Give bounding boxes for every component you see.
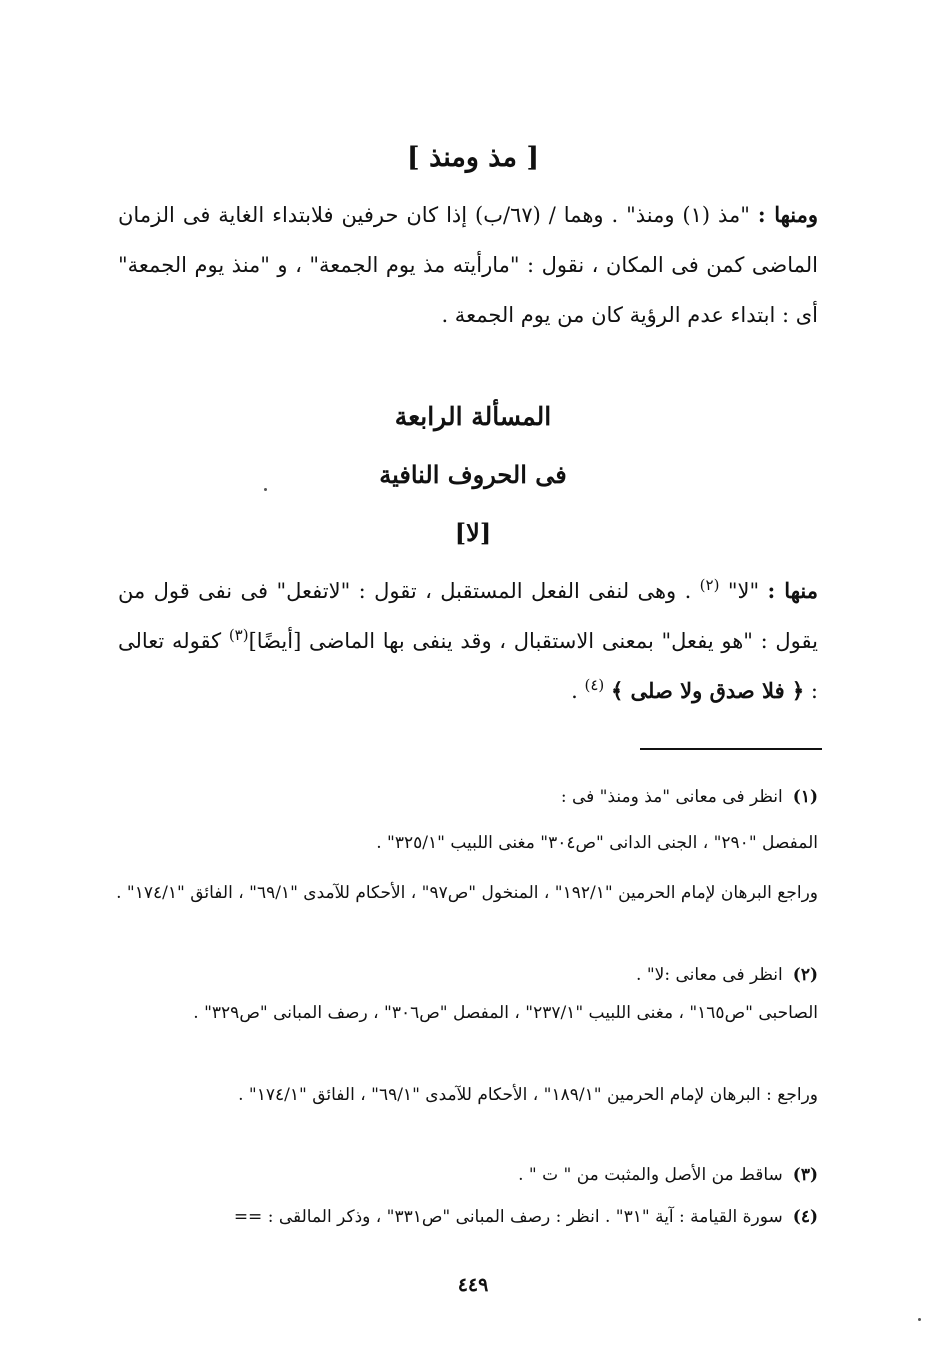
footnote-text: انظر فى معانى "مذ ومنذ" فى : [560, 787, 783, 807]
footnote-ref-4: (٤) [584, 676, 605, 694]
paragraph-lead: ومنها : [757, 202, 818, 227]
section-heading-mudh-mundhu: [ مذ ومنذ ] [406, 142, 540, 173]
footnote-4 [110, 1200, 818, 1234]
footnote-2-line-1: الصاحبى "ص١٦٥" ، مغنى اللبيب "٢٣٧/١" ، المفصل "ص٣٠٦" ، رصف المبانى "ص٣٢٩" . [193, 1003, 818, 1023]
footnote-number: (١) [792, 787, 818, 807]
paragraph-text-2: . وهى لنفى الفعل المستقبل ، تقول : "لاتفعل" فى نفى قول من يقول : "هو يفعل" بمعنى الاستقبال ، وقد ينفى بها الماضى [أيضًا] [118, 579, 818, 653]
footnote-text: سورة القيامة : آية "٣١" . انظر : رصف المبانى "ص٣٣١" ، وذكر المالقى : == [233, 1207, 783, 1227]
footnote-text: ساقط من الأصل والمثبت من " ت " . [518, 1165, 783, 1185]
quran-quote: ﴿ فلا صدق ولا صلى ﴾ [610, 678, 805, 703]
footnote-number: (٤) [792, 1207, 818, 1227]
footnote-separator [640, 748, 822, 750]
footnote-1-intro [110, 780, 818, 814]
footnote-1-line-2: وراجع البرهان لإمام الحرمين "١٩٢/١" ، المنخول "ص٩٧" ، الأحكام للآمدى "٦٩/١" ، الفائق "١٧٤/١" . [116, 883, 818, 903]
footnote-1-line-1: المفصل "٢٩٠" ، الجنى الدانى "ص٣٠٤" مغنى اللبيب "٣٢٥/١" . [376, 833, 818, 853]
paragraph-text: "مذ (١) ومنذ" . وهما / (٦٧/ب) إذا كان حرفين فلابتداء الغاية فى الزمان الماضى كمن فى المكان ، نقول : "مارأيته مذ يوم الجمعة" ، و "منذ يوم الجمعة" أى : ابتداء عدم الرؤية كان من يوم الجمعة . [118, 203, 818, 327]
paragraph-lead: منها : [767, 578, 818, 603]
footnote-ref-3: (٣) [228, 626, 249, 644]
page-number: ٤٤٩ [457, 1274, 489, 1296]
footnote-ref-2: (٢) [699, 576, 720, 594]
issue-title: المسألة الرابعة [394, 402, 552, 431]
footnote-2-line-2: وراجع : البرهان لإمام الحرمين "١٨٩/١" ، الأحكام للآمدى "٦٩/١" ، الفائق "١٧٤/١" . [238, 1085, 818, 1105]
issue-subtitle: فى الحروف النافية [379, 460, 567, 489]
section-heading-la: [لا] [454, 518, 492, 547]
scan-speck [918, 1318, 921, 1321]
paragraph-text-3: كقوله تعالى : [118, 629, 818, 703]
scan-speck [264, 488, 267, 491]
footnote-text: انظر فى معانى :لا" . [636, 965, 783, 985]
footnote-2-intro [110, 958, 818, 992]
paragraph-la [118, 566, 818, 716]
paragraph-mudh-mundhu [118, 190, 818, 340]
paragraph-text-1: "لا" [727, 579, 768, 603]
footnote-number: (٢) [792, 965, 818, 985]
footnote-number: (٣) [792, 1165, 818, 1185]
paragraph-end: . [571, 679, 585, 703]
footnote-3 [110, 1158, 818, 1192]
